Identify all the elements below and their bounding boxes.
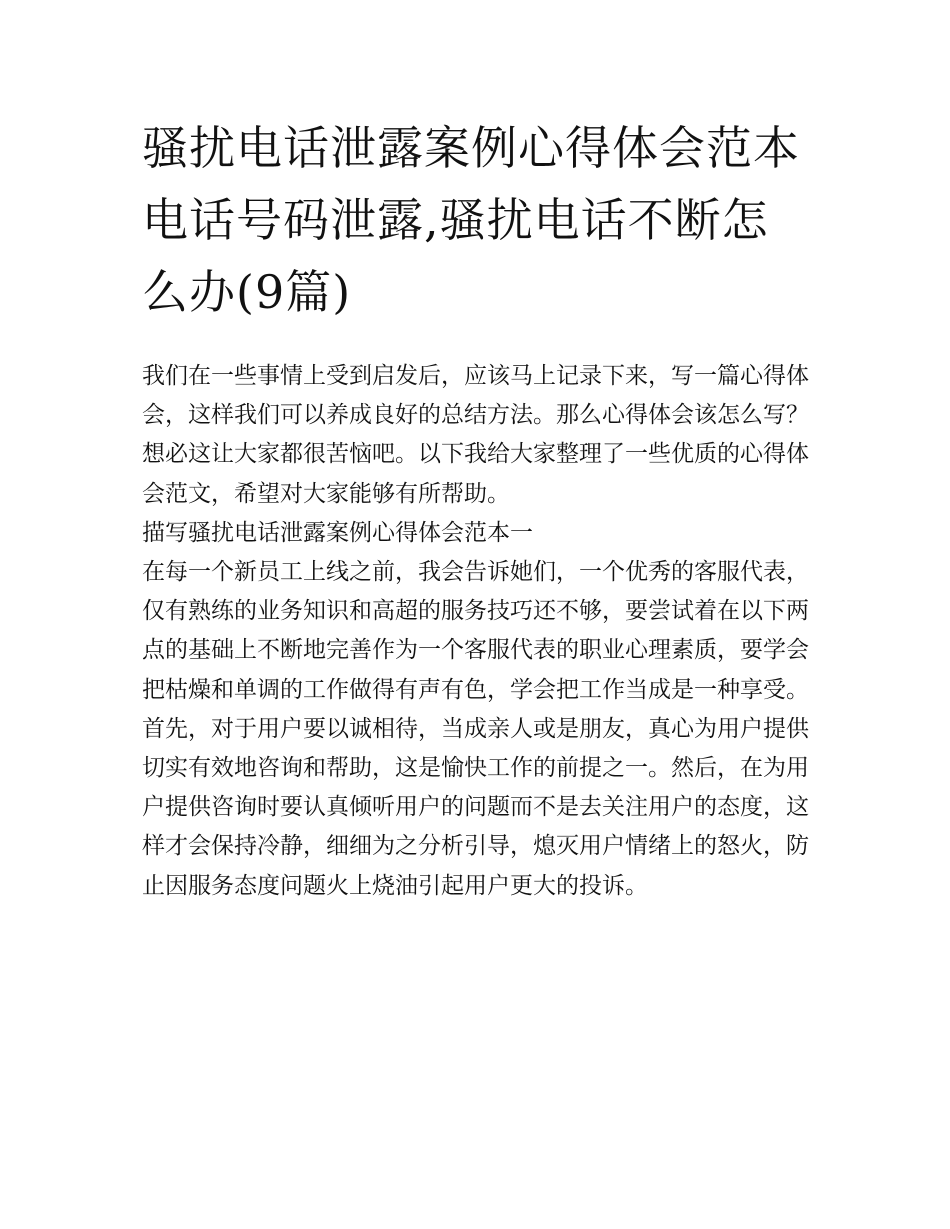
intro-paragraph: 我们在一些事情上受到启发后，应该马上记录下来，写一篇心得体会，这样我们可以养成良好的总结方法。那么心得体会该怎么写？想必这让大家都很苦恼吧。以下我给大家整理了一些优质的心得体会范文，希望对大家能够有所帮助。 xyxy=(142,363,809,507)
body-paragraph: 在每一个新员工上线之前，我会告诉她们，一个优秀的客服代表，仅有熟练的业务知识和高超的服务技巧还不够，要尝试着在以下两点的基础上不断地完善作为一个客服代表的职业心理素质，要学会把枯燥和单调的工作做得有声有色，学会把工作当成是一种享受。首先，对于用户要以诚相待，当成亲人或是朋友，真心为用户提供切实有效地咨询和帮助，这是愉快工作的前提之一。然后，在为用户提供咨询时要认真倾听用户的问题而不是去关注用户的态度，这样才会保持冷静，细细为之分析引导，熄灭用户情绪上的怒火，防止因服务态度问题火上烧油引起用户更大的投诉。 xyxy=(142,559,809,899)
document-title: 骚扰电话泄露案例心得体会范本 电话号码泄露,骚扰电话不断怎么办(9篇) xyxy=(142,121,800,319)
document-content xyxy=(142,112,810,906)
section-heading: 描写骚扰电话泄露案例心得体会范本一 xyxy=(142,519,533,546)
